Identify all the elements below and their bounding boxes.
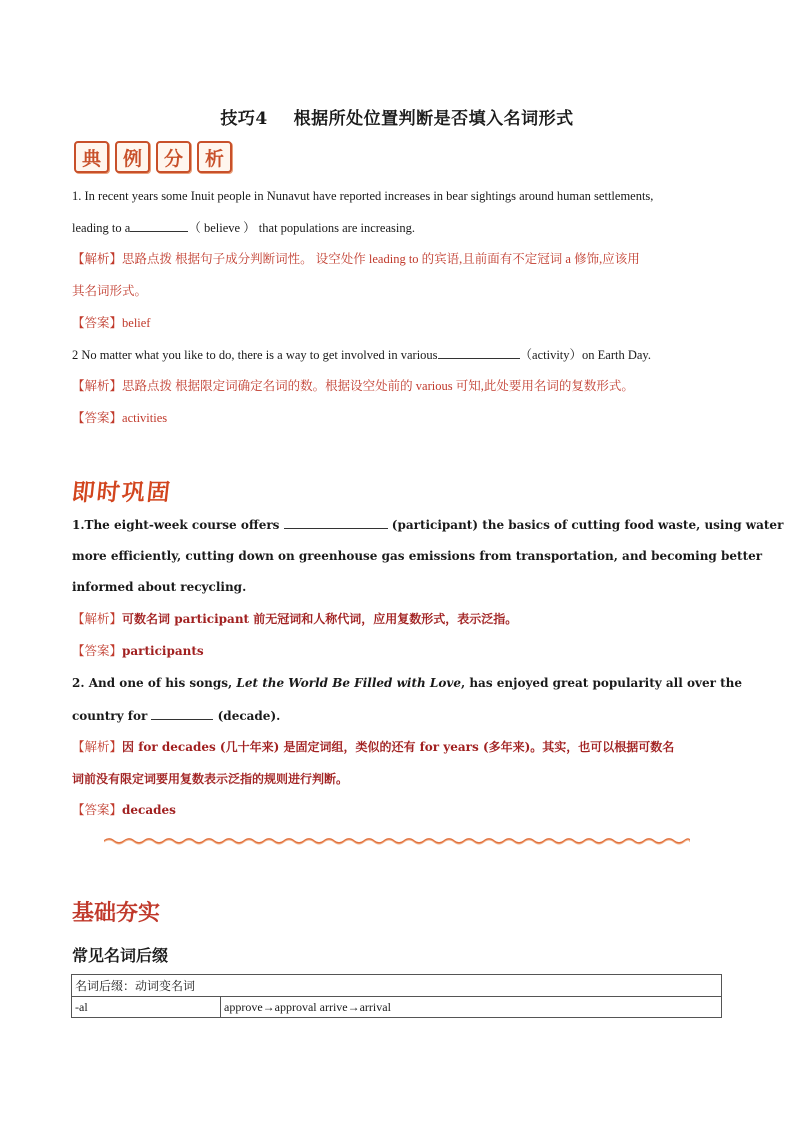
p2-line2: country for (decade). — [72, 709, 281, 723]
q1-line1: 1. In recent years some Inuit people in Nunavut have reported increases in bear sightings around human settlements, — [72, 189, 654, 203]
examples-cell: approve→approval arrive→arrival — [221, 997, 722, 1018]
p1-line1: 1.The eight-week course offers (participant) the basics of cutting food waste, using water — [72, 518, 784, 532]
q1-line2: leading to a （ believe ） that populations are increasing. — [72, 221, 415, 235]
table-header-row — [72, 975, 722, 997]
stamp-char: 析 — [197, 141, 232, 173]
p2-analysis: 【解析】因 for decades (几十年来) 是固定词组，类似的还有 for years (多年来)。其实，也可以根据可数名 — [72, 740, 675, 754]
q1-analysis: 【解析】思路点拨 根据句子成分判断词性。 设空处作 leading to 的宾语,且前面有不定冠词 a 修饰,应该用 — [72, 252, 640, 266]
p1-line3: informed about recycling. — [72, 580, 247, 594]
song-title: Let the World Be Filled with Love — [236, 676, 461, 690]
q1-analysis-line2: 其名词形式。 — [72, 284, 148, 298]
q2-answer — [72, 410, 722, 426]
answer-tag: 【答案】 — [72, 644, 123, 658]
answer-value: decades — [122, 803, 176, 817]
wavy-divider — [104, 836, 690, 846]
answer-blank — [130, 219, 188, 232]
analysis-tag: 【解析】 — [72, 612, 123, 626]
answer-value: activities — [122, 411, 168, 425]
table-header-cell: 名词后缀：动词变名词 — [72, 975, 722, 997]
answer-tag: 【答案】 — [72, 803, 123, 817]
p2-line1: 2. And one of his songs, Let the World Be Filled with Love, has enjoyed great popularity all over the — [72, 676, 742, 690]
q2-line1: 2 No matter what you like to do, there is a way to get involved in various （activity）on Earth Day. — [72, 348, 651, 362]
table-row — [72, 997, 722, 1018]
stamp-char: 典 — [74, 141, 109, 173]
p2-answer — [72, 802, 722, 818]
suffix-cell: -al — [72, 997, 221, 1018]
stamp-char: 分 — [156, 141, 191, 173]
answer-blank — [438, 346, 520, 359]
p1-answer — [72, 643, 722, 659]
p1-line2: more efficiently, cutting down on greenhouse gas emissions from transportation, and becoming better — [72, 549, 763, 563]
section-banner-practice: 即时巩固 — [70, 480, 174, 506]
title-text: 根据所处位置判断是否填入名词形式 — [293, 109, 574, 129]
title-number: 技巧4 — [220, 109, 268, 129]
answer-tag: 【答案】 — [72, 411, 123, 425]
answer-value: belief — [122, 316, 151, 330]
p1-analysis: 【解析】可数名词 participant 前无冠词和人称代词，应用复数形式，表示泛指。 — [72, 612, 518, 626]
section-heading: 基础夯实 — [72, 901, 161, 926]
answer-blank — [151, 707, 213, 720]
answer-blank — [284, 516, 388, 529]
answer-tag: 【答案】 — [72, 316, 123, 330]
q2-analysis: 【解析】思路点拨 根据限定词确定名词的数。根据设空处前的 various 可知,此处要用名词的复数形式。 — [72, 379, 634, 393]
stamp-char: 例 — [115, 141, 150, 173]
analysis-tag: 【解析】 — [72, 252, 123, 266]
section-subheading: 常见名词后缀 — [72, 946, 169, 965]
answer-value: participants — [122, 644, 204, 658]
section-stamp-example-analysis — [74, 141, 232, 173]
q1-answer — [72, 315, 722, 331]
page-title — [0, 104, 794, 129]
suffix-table — [71, 974, 722, 1018]
analysis-tag: 【解析】 — [72, 740, 123, 754]
analysis-tag: 【解析】 — [72, 379, 123, 393]
p2-analysis-line2: 词前没有限定词要用复数表示泛指的规则进行判断。 — [72, 772, 349, 786]
